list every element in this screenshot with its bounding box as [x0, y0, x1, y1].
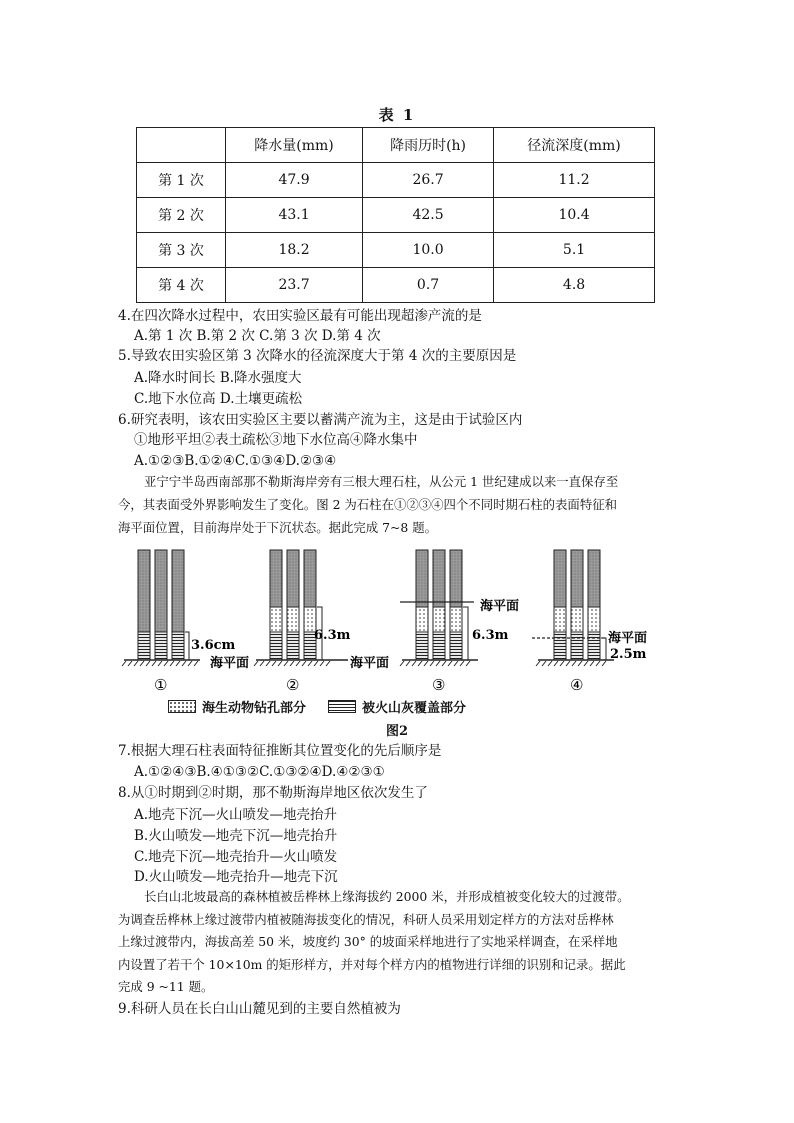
table-cell: 23.7 [226, 268, 363, 303]
sea-level-label-2: 海平面 [350, 656, 390, 671]
sea-level-label-3: 海平面 [480, 599, 520, 614]
table-header-cell [137, 128, 226, 163]
question-5-options-cd: C.地下水位高 D.土壤更疏松 [134, 391, 303, 407]
legend-drill-label: 海生动物钻孔部分 [202, 701, 307, 716]
question-5-options-ab: A.降水时间长 B.降水强度大 [134, 370, 302, 386]
question-4-options: A.第 1 次 B.第 2 次 C.第 3 次 D.第 4 次 [134, 328, 381, 344]
question-4: 4.在四次降水过程中，农田实验区最有可能出现超渗产流的是 [118, 308, 482, 324]
table-cell: 第 2 次 [137, 198, 226, 233]
table-row [137, 163, 655, 198]
figure-caption: 图2 [385, 724, 409, 739]
panel-4-columns [532, 550, 614, 666]
table-cell: 4.8 [494, 268, 655, 303]
passage-line: 亚宁宁半岛西南部那不勒斯海岸旁有三根大理石柱，从公元 1 世纪建成以来一直保存至 [144, 474, 619, 489]
panel-3-columns [400, 550, 478, 666]
question-7-options: A.①②④③B.④①③②C.①③②④D.④②③① [134, 764, 385, 780]
table-cell: 26.7 [363, 163, 494, 198]
legend-drill-swatch [168, 700, 196, 713]
table-cell: 0.7 [363, 268, 494, 303]
measure-label-2: 6.3m [314, 628, 351, 643]
sea-level-label-1: 海平面 [210, 656, 250, 671]
passage-line: 今，其表面受外界影响发生了变化。图 2 为石柱在①②③④四个不同时期石柱的表面特征和 [118, 497, 617, 512]
table-cell: 5.1 [494, 233, 655, 268]
table-row [137, 233, 655, 268]
question-6-choices: ①地形平坦②表土疏松③地下水位高④降水集中 [134, 432, 418, 448]
measure-label-3: 6.3m [472, 628, 509, 643]
panel-label-3: ③ [432, 676, 446, 694]
legend-ash-swatch [328, 700, 356, 713]
table-cell: 11.2 [494, 163, 655, 198]
question-9: 9.科研人员在长白山山麓见到的主要自然植被为 [118, 1001, 401, 1017]
question-6-options: A.①②③B.①②④C.①③④D.②③④ [134, 453, 337, 469]
panel-label-1: ① [154, 676, 168, 694]
passage-line: 海平面位置，目前海岸处于下沉状态。据此完成 7~8 题。 [118, 520, 438, 535]
question-7: 7.根据大理石柱表面特征推断其位置变化的先后顺序是 [118, 743, 442, 759]
panel-label-2: ② [286, 676, 300, 694]
table-header-row [137, 128, 655, 163]
passage-line: 长白山北坡最高的森林植被岳桦林上缘海拔约 2000 米，并形成植被变化较大的过渡带。 [144, 889, 630, 904]
table-cell: 42.5 [363, 198, 494, 233]
table-cell: 10.0 [363, 233, 494, 268]
legend-drill [168, 697, 306, 716]
table-row [137, 268, 655, 303]
passage-line: 上缘过渡带内，海拔高差 50 米，坡度约 30° 的坡面采样地进行了实地采样调查，在采样地 [118, 934, 618, 949]
table-header-cell: 径流深度(mm) [494, 128, 655, 163]
question-8: 8.从①时期到②时期，那不勒斯海岸地区依次发生了 [118, 785, 428, 801]
table-cell: 47.9 [226, 163, 363, 198]
question-5: 5.导致农田实验区第 3 次降水的径流深度大于第 4 次的主要原因是 [118, 348, 517, 364]
table-row [137, 198, 655, 233]
question-6: 6.研究表明，该农田实验区主要以蓄满产流为主，这是由于试验区内 [118, 412, 523, 428]
passage-line: 完成 9 ~11 题。 [118, 979, 214, 994]
panel-1-columns [122, 550, 200, 666]
question-8-option-c: C.地壳下沉—地壳抬升—火山喷发 [134, 849, 338, 865]
panel-2-columns [254, 550, 348, 666]
passage-line: 为调查岳桦林上缘过渡带内植被随海拔变化的情况，科研人员采用划定样方的方法对岳桦林 [118, 911, 614, 927]
panel-label-4: ④ [570, 676, 584, 694]
rainfall-table [136, 127, 655, 303]
measure-label-4: 2.5m [610, 647, 647, 662]
table-cell: 第 4 次 [137, 268, 226, 303]
table-title: 表 1 [378, 106, 416, 124]
table-cell: 第 3 次 [137, 233, 226, 268]
passage-line: 内设置了若干个 10×10m 的矩形样方，并对每个样方内的植物进行详细的识别和记录。据此 [118, 956, 626, 972]
question-8-option-a: A.地壳下沉—火山喷发—地壳抬升 [134, 807, 338, 823]
table-cell: 第 1 次 [137, 163, 226, 198]
table-header-cell: 降水量(mm) [226, 128, 363, 163]
measure-label-1: 3.6cm [191, 638, 236, 653]
question-8-option-d: D.火山喷发—地壳抬升—地壳下沉 [134, 869, 338, 885]
table-cell: 43.1 [226, 198, 363, 233]
passage-naples [118, 470, 678, 539]
table-header-cell: 降雨历时(h) [363, 128, 494, 163]
table-cell: 18.2 [226, 233, 363, 268]
sea-level-label-4: 海平面 [608, 631, 648, 646]
passage-changbai [118, 886, 678, 999]
legend-ash [328, 697, 466, 716]
table-cell: 10.4 [494, 198, 655, 233]
legend-ash-label: 被火山灰覆盖部分 [362, 701, 467, 716]
column-figure [118, 540, 658, 700]
question-8-option-b: B.火山喷发—地壳下沉—地壳抬升 [134, 828, 338, 844]
